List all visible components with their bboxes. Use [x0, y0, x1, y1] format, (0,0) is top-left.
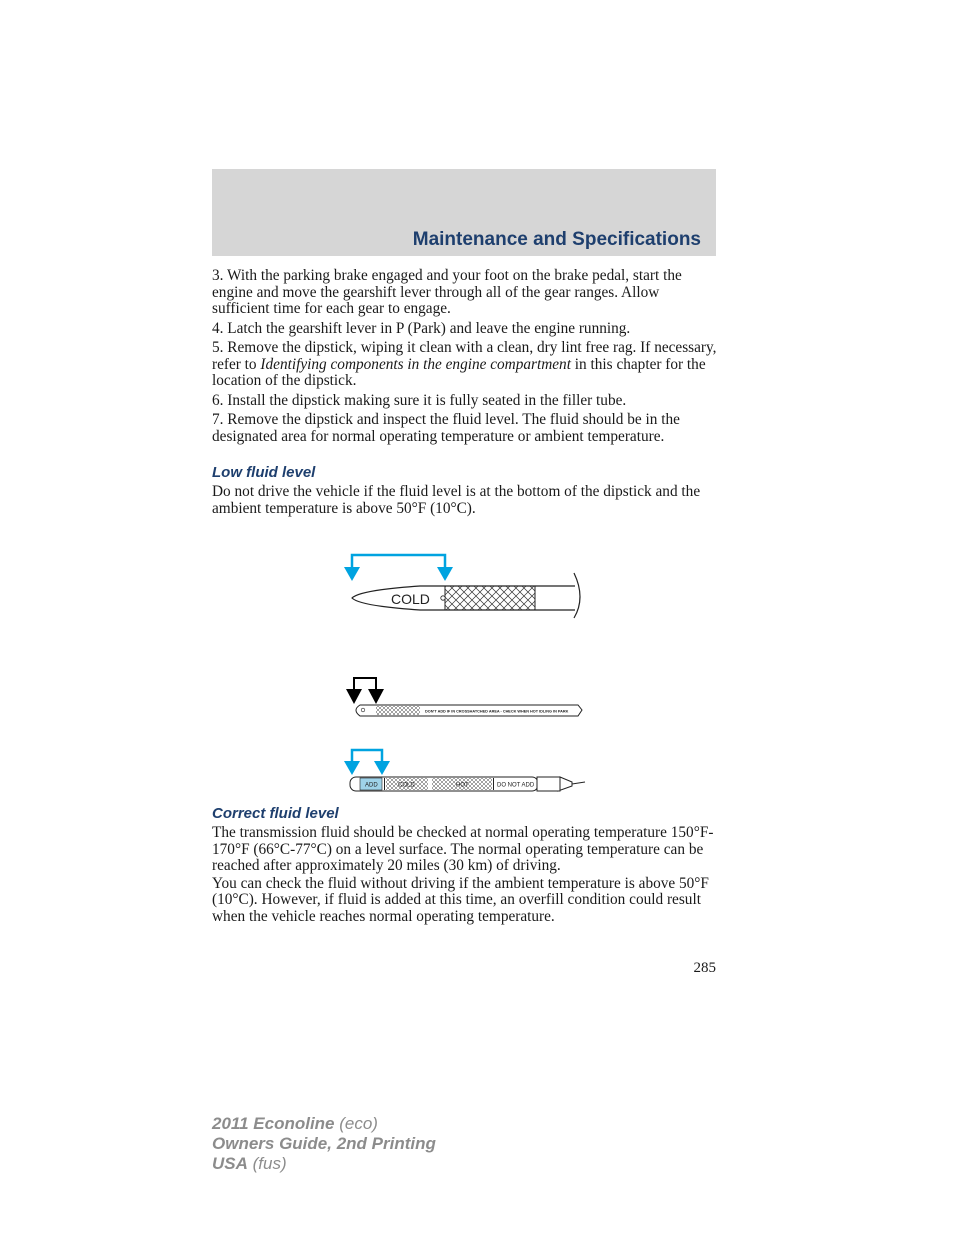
- step-5-text: 5. Remove the dipstick, wiping it clean with a clean, dry lint free rag. If necessary, refer to: [212, 339, 717, 373]
- dipstick-3: [344, 750, 585, 791]
- add-label: ADD: [365, 782, 378, 789]
- footer-line-1: [212, 1114, 436, 1134]
- dipstick-2-note: DON'T ADD IF IN CROSSHATCHED AREA - CHECK WHEN HOT IDLING IN PARK: [425, 709, 569, 714]
- level-range-arrows-1: [344, 555, 453, 581]
- cold-band-label: COLD: [398, 782, 415, 789]
- footer-model: 2011 Econoline: [212, 1114, 335, 1133]
- footer-model-code: (eco): [334, 1114, 378, 1133]
- low-fluid-text: Do not drive the vehicle if the fluid level is at the bottom of the dipstick and the ambient temperature is above 50°F (10°C).: [212, 483, 701, 517]
- low-fluid-heading: Low fluid level: [212, 464, 316, 481]
- step-5-text-end: in this chapter for the location of the dipstick.: [212, 355, 706, 389]
- document-footer: [212, 1114, 436, 1174]
- page-number: 285: [693, 960, 716, 976]
- step-7: 7. Remove the dipstick and inspect the fluid level. The fluid should be in the designated area for normal operating temperature or ambient temperature.: [212, 411, 680, 445]
- crosshatch-zone-2: [376, 706, 420, 715]
- level-range-arrows-3: [344, 750, 390, 775]
- step-4: 4. Latch the gearshift lever in P (Park) and leave the engine running.: [212, 319, 631, 337]
- step-3: 3. With the parking brake engaged and your foot on the brake pedal, start the engine and move the gearshift lever through all of the gear ranges. Allow sufficient time for each gear to engage.: [212, 267, 682, 317]
- hot-band-label: HOT: [456, 782, 469, 789]
- correct-fluid-heading: Correct fluid level: [212, 805, 339, 822]
- footer-edition: Owners Guide, 2nd Printing: [212, 1134, 436, 1153]
- footer-line-3: [212, 1154, 436, 1174]
- cold-label: COLD: [391, 591, 430, 607]
- step-5-reference: Identifying components in the engine compartment: [260, 355, 571, 373]
- correct-fluid-text-2: You can check the fluid without driving if the ambient temperature is above 50°F (10°C). However, if fluid is added at this time, an overfill condition could result when the vehicle reaches normal operating temperature.: [212, 874, 709, 925]
- correct-fluid-block: [212, 825, 718, 925]
- level-range-arrows-2: [346, 678, 384, 704]
- footer-region: USA: [212, 1154, 248, 1173]
- footer-line-2: [212, 1134, 436, 1154]
- dipstick-1: [344, 555, 580, 618]
- step-6: 6. Install the dipstick making sure it is fully seated in the filler tube.: [212, 391, 627, 409]
- section-title: Maintenance and Specifications: [412, 229, 701, 250]
- crosshatch-zone-1: [445, 586, 535, 610]
- correct-fluid-text-1: The transmission fluid should be checked at normal operating temperature 150°F-170°F (66°C-77°C) on a level surface. The normal operating temperature can be reached after approximately 20 miles (30 km) of driving.: [212, 824, 714, 874]
- do-not-add-label: DO NOT ADD: [497, 782, 535, 789]
- footer-region-code: (fus): [247, 1154, 287, 1173]
- dipstick-2: [346, 678, 582, 716]
